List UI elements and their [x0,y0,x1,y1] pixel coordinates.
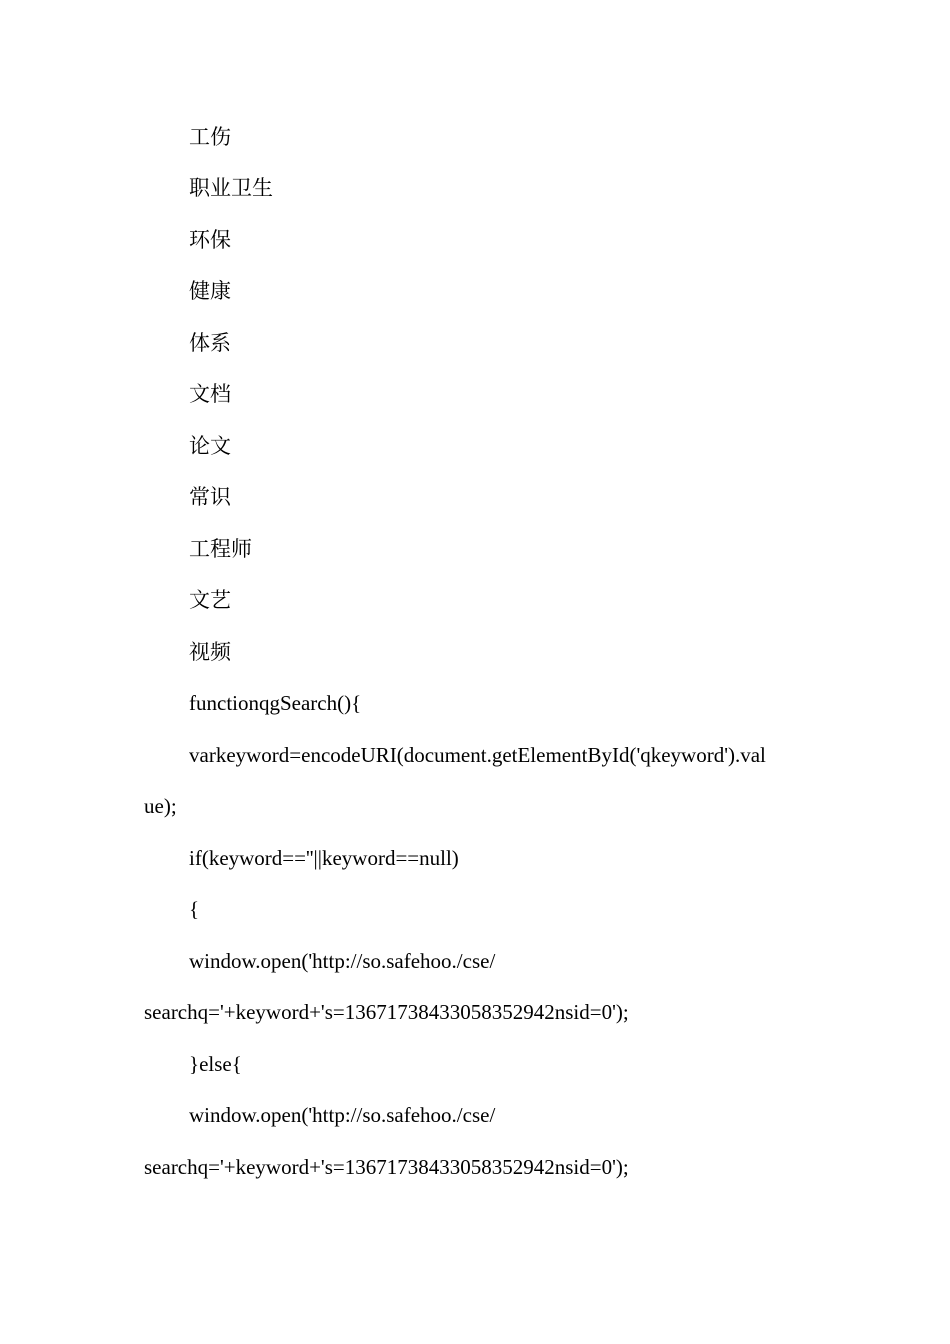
nav-link-huanbao[interactable]: 环保 [189,228,231,252]
nav-link-lunwen[interactable]: 论文 [189,434,231,458]
code-line: functionqgSearch(){ [189,691,362,715]
nav-link-gongshang[interactable]: 工伤 [189,125,231,149]
nav-link-gongchengshi[interactable]: 工程师 [189,537,252,561]
nav-link-wenyi[interactable]: 文艺 [189,588,231,612]
nav-link-zhiye-weisheng[interactable]: 职业卫生 [189,176,273,200]
code-line: ue); [144,794,177,818]
code-line: varkeyword=encodeURI(document.getElementById('qkeyword').val [189,743,766,767]
nav-link-changshi[interactable]: 常识 [189,485,231,509]
nav-link-shipin[interactable]: 视频 [189,640,231,664]
nav-link-jiankang[interactable]: 健康 [189,279,231,303]
code-line: searchq='+keyword+'s=13671738433058352942nsid=0'); [144,1155,629,1179]
code-line: }else{ [189,1052,242,1076]
code-line: window.open('http://so.safehoo./cse/ [189,949,496,973]
code-line: { [189,897,200,921]
nav-link-wendang[interactable]: 文档 [189,382,231,406]
code-line: searchq='+keyword+'s=13671738433058352942nsid=0'); [144,1000,629,1024]
nav-link-tixi[interactable]: 体系 [189,331,231,355]
code-line: if(keyword==''||keyword==null) [189,846,459,870]
code-line: window.open('http://so.safehoo./cse/ [189,1103,496,1127]
